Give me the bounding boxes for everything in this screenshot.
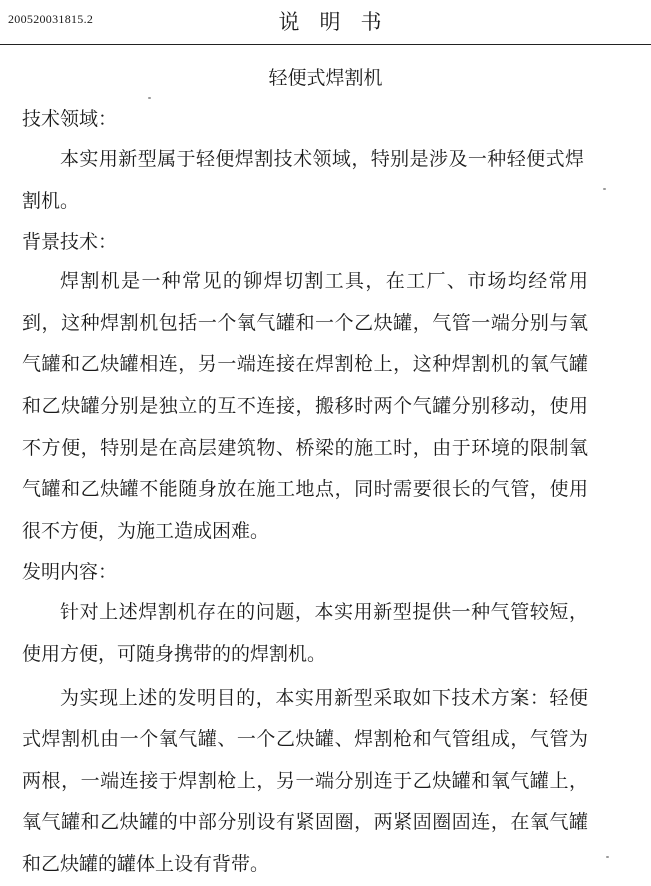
section-heading-technical-field: 技术领域： xyxy=(22,108,118,130)
section-heading-invention-content: 发明内容： xyxy=(22,561,118,584)
document-body xyxy=(22,99,622,886)
invention-paragraph-1: 针对上述焊割机存在的问题，本实用新型提供一种气管较短，使用方便，可随身携带的的焊割机。 xyxy=(22,601,588,665)
page-header-title: 说明书 xyxy=(278,10,402,34)
invention-paragraph-2: 为实现上述的发明目的，本实用新型采取如下技术方案：轻便式焊割机由一个氧气罐、一个乙炔罐、焊割枪和气管组成，气管为两根，一端连接于焊割枪上，另一端分别连于乙炔罐和氧气罐上，氧气罐和乙炔罐的中部分别设有紧固圈，两紧固圈固连，在氧气罐和乙炔罐的罐体上设有背带。 xyxy=(22,686,588,875)
scan-speck xyxy=(603,188,606,190)
scan-speck xyxy=(148,97,151,99)
header-divider xyxy=(0,44,651,45)
scan-speck xyxy=(606,856,609,858)
patent-number: 200520031815.2 xyxy=(8,12,94,26)
technical-field-paragraph: 本实用新型属于轻便焊割技术领域，特别是涉及一种轻便式焊割机。 xyxy=(22,148,584,212)
section-heading-background: 背景技术： xyxy=(22,231,118,254)
background-paragraph: 焊割机是一种常见的铆焊切割工具，在工厂、市场均经常用到，这种焊割机包括一个氧气罐和一个乙炔罐，气管一端分别与氧气罐和乙炔罐相连，另一端连接在焊割枪上，这种焊割机的氧气罐和乙炔罐分别是独立的互不连接，搬移时两个气罐分别移动，使用不方便，特别是在高层建筑物、桥梁的施工时，由于环境的限制氧气罐和乙炔罐不能随身放在施工地点，同时需要很长的气管，使用很不方便，为施工造成困难。 xyxy=(22,270,588,542)
document-title: 轻便式焊割机 xyxy=(268,67,383,89)
